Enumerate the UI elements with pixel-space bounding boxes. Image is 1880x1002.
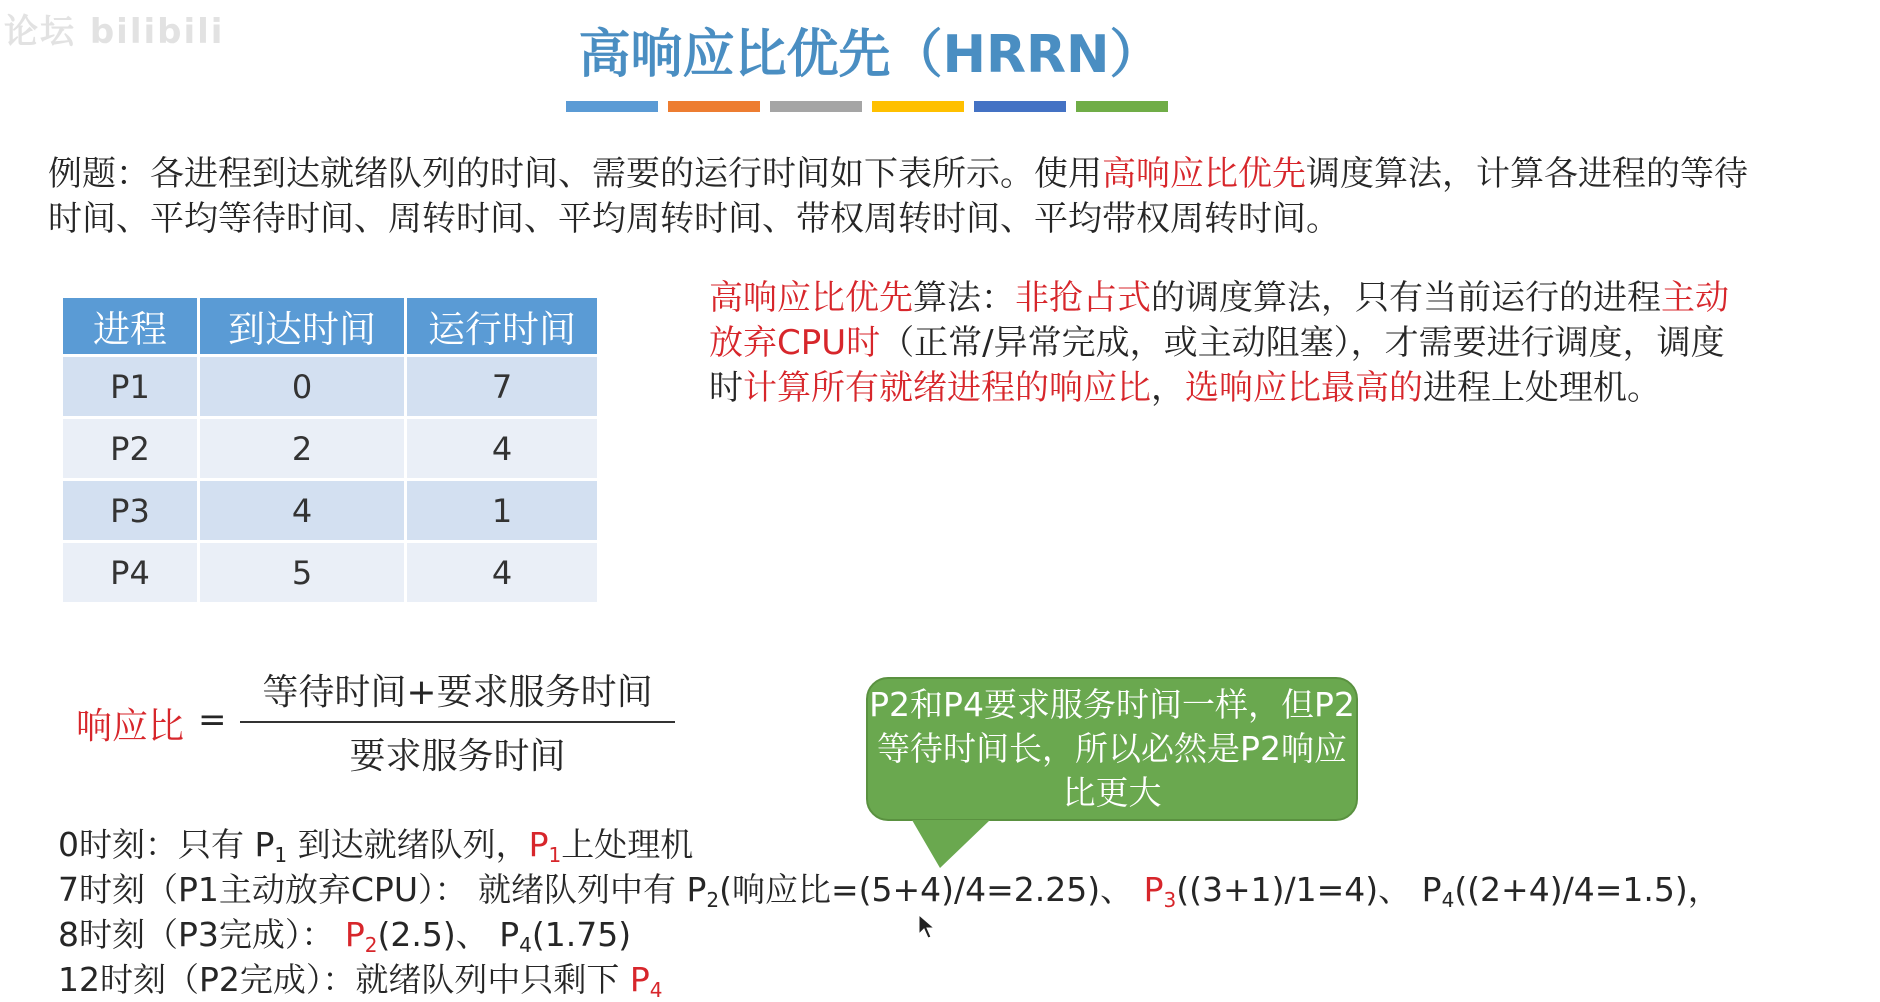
formula-numerator: 等待时间+要求服务时间 xyxy=(262,672,653,713)
table-cell: 4 xyxy=(407,419,597,478)
step-text: 12时刻（P2完成）：就绪队列中只剩下 xyxy=(58,960,630,999)
algo-text: （正常/异常完成，或主动阻塞），才需要进行调度，调度时 xyxy=(709,323,1725,408)
column-header: 到达时间 xyxy=(200,298,404,354)
color-bar xyxy=(974,101,1066,112)
color-bar xyxy=(770,101,862,112)
subscript: 3 xyxy=(1163,888,1177,912)
step-text: (2.5)、 P xyxy=(377,915,520,954)
algo-text: 选响应比最高的 xyxy=(1185,368,1423,408)
decorative-color-bars xyxy=(566,101,1168,112)
table-row xyxy=(63,543,597,602)
color-bar xyxy=(566,101,658,112)
intro-highlight: 高响应比优先 xyxy=(1102,154,1306,194)
table-row xyxy=(63,357,597,416)
column-header: 进程 xyxy=(63,298,197,354)
step-text: 8时刻（P3完成）： xyxy=(58,915,345,954)
algo-text: 高响应比优先 xyxy=(709,278,913,318)
table-cell: 7 xyxy=(407,357,597,416)
table-cell: P2 xyxy=(63,419,197,478)
table-cell: 2 xyxy=(200,419,404,478)
watermark: 论坛 bilibili xyxy=(4,12,225,52)
table-cell: P3 xyxy=(63,481,197,540)
step-text: P xyxy=(344,915,365,954)
step-line xyxy=(58,957,1818,1002)
table-header-row xyxy=(63,298,597,354)
step-text: 0时刻：只有 P xyxy=(58,825,275,864)
step-line xyxy=(58,867,1818,912)
subscript: 2 xyxy=(364,933,378,957)
table-cell: 4 xyxy=(200,481,404,540)
color-bar xyxy=(668,101,760,112)
algo-text: 主动放弃CPU时 xyxy=(709,278,1729,363)
formula-denominator: 要求服务时间 xyxy=(349,736,566,777)
intro-text: 调度算法，计算各进程的等待时间、平均等待时间、周转时间、平均周转时间、带权周转时间、平均带权周转时间。 xyxy=(48,154,1748,239)
algorithm-description xyxy=(709,276,1749,411)
table-cell: 0 xyxy=(200,357,404,416)
algo-text: 的调度算法，只有当前运行的进程 xyxy=(1151,278,1661,318)
algo-text: ， xyxy=(1151,368,1185,408)
equals-sign: = xyxy=(198,700,227,740)
step-text: P xyxy=(528,825,549,864)
slide-title: 高响应比优先（HRRN） xyxy=(578,25,1162,85)
step-text: (响应比=(5+4)/4=2.25)、 xyxy=(719,870,1144,909)
scheduling-steps xyxy=(58,822,1818,1002)
subscript: 1 xyxy=(274,843,288,867)
step-text: 7时刻（P1主动放弃CPU）： 就绪队列中有 P xyxy=(58,870,707,909)
subscript: 1 xyxy=(548,843,562,867)
color-bar xyxy=(872,101,964,112)
step-line xyxy=(58,822,1818,867)
response-ratio-label: 响应比 xyxy=(76,706,185,747)
step-text: 上处理机 xyxy=(561,825,694,864)
table-row xyxy=(63,481,597,540)
table-cell: 4 xyxy=(407,543,597,602)
callout-bubble: P2和P4要求服务时间一样，但P2等待时间长，所以必然是P2响应比更大 xyxy=(866,677,1358,821)
table-cell: P1 xyxy=(63,357,197,416)
table-cell: 1 xyxy=(407,481,597,540)
mouse-cursor-icon xyxy=(918,914,936,940)
process-table xyxy=(60,295,600,605)
algo-text: 计算所有就绪进程的响应比 xyxy=(743,368,1151,408)
step-text: ((2+4)/4=1.5)， xyxy=(1454,870,1721,909)
subscript: 4 xyxy=(649,978,663,1002)
step-text: (1.75) xyxy=(531,915,632,954)
step-text: P xyxy=(1143,870,1164,909)
problem-statement xyxy=(48,152,1748,242)
subscript: 4 xyxy=(1441,888,1455,912)
algo-text: 非抢占式 xyxy=(1015,278,1151,318)
step-text: ((3+1)/1=4)、 P xyxy=(1176,870,1442,909)
step-text: 到达就绪队列， xyxy=(287,825,529,864)
color-bar xyxy=(1076,101,1168,112)
table-cell: P4 xyxy=(63,543,197,602)
subscript: 4 xyxy=(519,933,532,957)
subscript: 2 xyxy=(706,888,720,912)
table-cell: 5 xyxy=(200,543,404,602)
algo-text: 算法： xyxy=(913,278,1015,318)
fraction-line xyxy=(240,721,675,723)
table-row xyxy=(63,419,597,478)
intro-text: 例题：各进程到达就绪队列的时间、需要的运行时间如下表所示。使用 xyxy=(48,154,1102,194)
step-line xyxy=(58,912,1818,957)
step-text: P xyxy=(629,960,650,999)
column-header: 运行时间 xyxy=(407,298,597,354)
algo-text: 进程上处理机。 xyxy=(1423,368,1661,408)
